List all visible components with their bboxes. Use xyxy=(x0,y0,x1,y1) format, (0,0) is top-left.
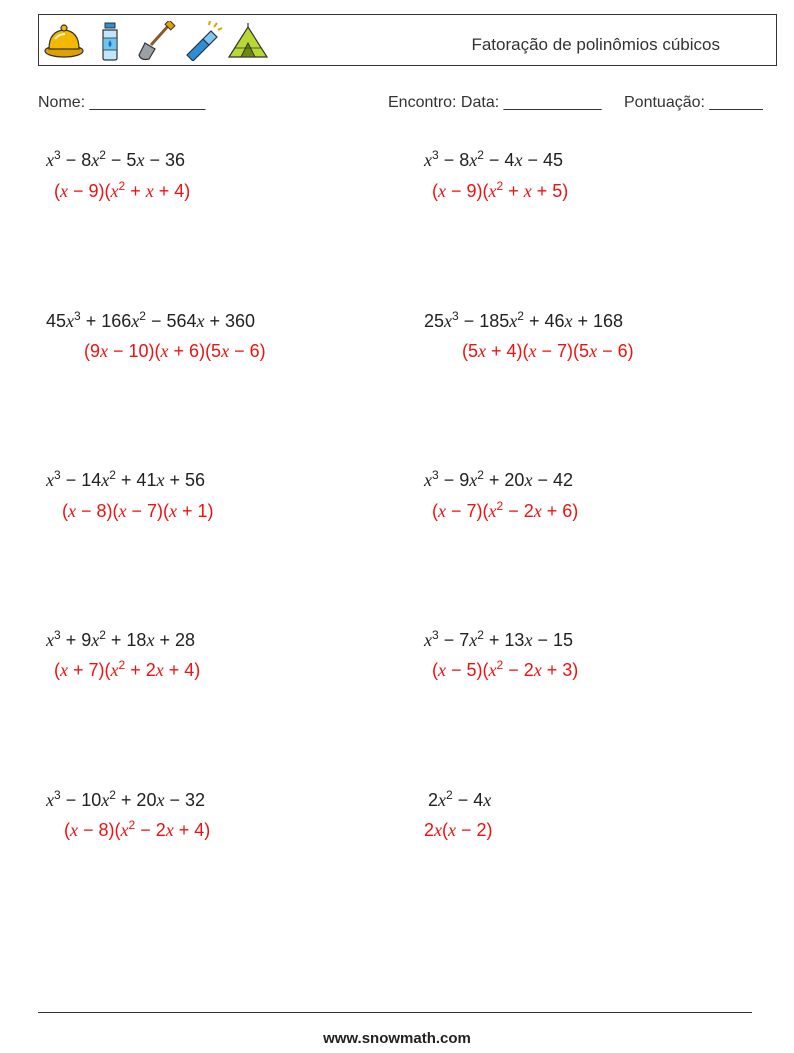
problem-7-question: $x^3 + 9x^2 + 18x + 28$ xyxy=(46,628,195,650)
problem-10-question: $2x^2 - 4x$ xyxy=(428,788,492,810)
worksheet-header xyxy=(38,14,777,66)
meeting-date-label: Encontro: Data: ___________ xyxy=(388,94,602,111)
problem-1-answer: $(x - 9)(x^2 + x + 4)$ xyxy=(54,179,191,201)
problem-4-answer: (5x + 4)(x − 7)(5x − 6) xyxy=(462,341,634,361)
problem-5-answer: (x − 8)(x − 7)(x + 1) xyxy=(62,501,214,521)
footer-url: www.snowmath.com xyxy=(323,1030,471,1047)
water-bottle-icon xyxy=(89,21,131,61)
problem-3-answer: (9x − 10)(x + 6)(5x − 6) xyxy=(84,341,266,361)
name-field-label: Nome: _____________ xyxy=(38,94,206,111)
problem-2-answer: $(x - 9)(x^2 + x + 5)$ xyxy=(432,179,569,201)
problem-1-question: $x^3 - 8x^2 - 5x - 36$ xyxy=(46,148,185,170)
problem-5-question: $x^3 - 14x^2 + 41x + 56$ xyxy=(46,468,206,490)
score-label: Pontuação: ______ xyxy=(624,94,763,111)
shovel-icon xyxy=(135,21,177,61)
problem-10-answer: 2x(x − 2) xyxy=(424,820,493,840)
footer-divider xyxy=(38,1012,752,1013)
flashlight-icon xyxy=(181,21,223,61)
problem-8-answer: $(x - 5)(x^2 - 2x + 3)$ xyxy=(432,658,579,680)
problem-6-question: $x^3 - 9x^2 + 20x - 42$ xyxy=(424,468,573,490)
bell-icon xyxy=(43,21,85,61)
problem-7-answer: $(x + 7)(x^2 + 2x + 4)$ xyxy=(54,658,201,680)
problem-9-answer: $(x - 8)(x^2 - 2x + 4)$ xyxy=(64,818,211,840)
problem-6-answer: $(x - 7)(x^2 - 2x + 6)$ xyxy=(432,499,579,521)
problem-9-question: $x^3 - 10x^2 + 20x - 32$ xyxy=(46,788,206,810)
tent-icon xyxy=(227,21,269,61)
worksheet-title: Fatoração de polinômios cúbicos xyxy=(471,35,720,54)
problem-2-question: $x^3 - 8x^2 - 4x - 45$ xyxy=(424,148,563,170)
problem-3-question: $45x^3 + 166x^2 - 564x + 360$ xyxy=(46,309,256,331)
problem-4-question: $25x^3 - 185x^2 + 46x + 168$ xyxy=(424,309,624,331)
problem-8-question: $x^3 - 7x^2 + 13x - 15$ xyxy=(424,628,573,650)
